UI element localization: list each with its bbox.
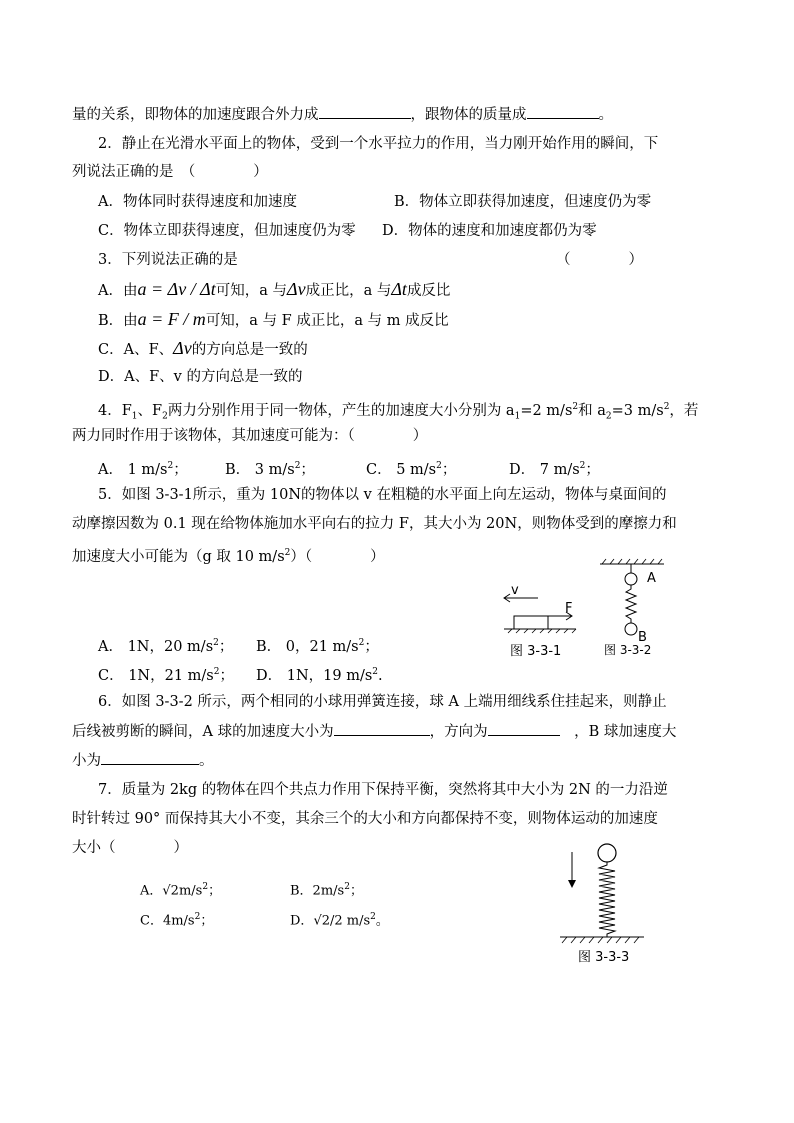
q1-blank-2[interactable] — [527, 104, 599, 119]
q4-sub4: 2 — [605, 411, 612, 422]
q2-option-d[interactable]: D．物体的速度和加速度都仍为零 — [382, 223, 597, 239]
q7-d-prefix: D． — [290, 913, 314, 929]
q3-a-post: 成反比 — [406, 283, 451, 299]
q6-l3-b: 。 — [199, 753, 214, 769]
q4-c-sup: 2 — [436, 461, 442, 471]
q1-text-2: ，跟物体的质量成 — [410, 107, 527, 123]
q3-a-prefix: A．由 — [98, 283, 138, 299]
q5-d-text: D． 1N，19 m/s — [256, 667, 373, 684]
q4-sup1: 2 — [572, 402, 579, 412]
q4-t6: =3 m/s — [611, 402, 664, 419]
q5-l3-text: 加速度大小可能为（g 取 10 m/s — [72, 548, 285, 565]
q3-c-post: 的方向总是一致的 — [191, 342, 308, 358]
q4-a-text: A． 1 m/s — [98, 461, 168, 478]
q4-t4: =2 m/s — [520, 402, 573, 419]
q1-text: 量的关系，即物体的加速度跟合外力成 — [72, 107, 319, 123]
q6-stem-line1: 6．如图 3-3-2 所示，两个相同的小球用弹簧连接，球 A 上端用细线系住挂起来，则静止 — [98, 694, 667, 710]
q4-option-a[interactable] — [98, 456, 188, 480]
q7-b-text: B．2m/s — [290, 883, 345, 899]
down-arrowhead — [568, 880, 576, 888]
q1-tail-line — [72, 104, 613, 125]
q4-a-sup: 2 — [167, 461, 174, 471]
ceiling-hatch — [602, 559, 662, 564]
q7-option-b[interactable] — [290, 877, 363, 901]
q3-c-prefix: C．A、F、 — [98, 342, 174, 358]
ground-hatch — [508, 629, 576, 633]
q1-blank-1[interactable] — [319, 104, 411, 119]
q2-option-a[interactable]: A．物体同时获得速度和加速度 — [98, 194, 297, 210]
q7-d-value: √2/2 m/s — [313, 913, 371, 929]
q5-l3-sup: 2 — [284, 548, 291, 558]
ground-hatch — [562, 937, 639, 943]
q3-option-d[interactable]: D．A、F、v 的方向总是一致的 — [98, 369, 303, 385]
q5-a-semi: ； — [218, 638, 234, 655]
q6-l2-a: 后线被剪断的瞬间，A 球的加速度大小为 — [72, 724, 334, 740]
q7-option-c[interactable] — [140, 907, 213, 931]
q7-d-end: 。 — [375, 913, 389, 929]
spring — [626, 585, 636, 623]
q4-t2: 、F — [137, 402, 163, 419]
q5-c-semi: ； — [219, 667, 234, 684]
q4-stem-line2: 两力同时作用于该物体，其加速度可能为：（ ） — [72, 428, 428, 444]
q5-stem-line1: 5．如图 3-3-1所示，重为 10N的物体以 v 在粗糙的水平面上向左运动，物体与桌面间的 — [98, 487, 667, 503]
q6-l2-c: ，B 球加速度大 — [559, 724, 677, 740]
q4-sub2: 2 — [162, 411, 168, 422]
q4-option-d[interactable] — [509, 456, 600, 480]
q3-option-b[interactable] — [98, 309, 449, 331]
q5-a-sup: 2 — [213, 638, 219, 648]
q7-a-semi: ； — [208, 883, 222, 899]
q4-sup2: 2 — [663, 402, 670, 412]
q4-sub3: 1 — [514, 411, 521, 422]
block — [514, 616, 548, 629]
q6-l3-a: 小为 — [72, 753, 101, 769]
fig331-f-label: F — [565, 601, 573, 616]
q5-stem-line2: 动摩擦因数为 0.1 现在给物体施加水平向右的拉力 F，其大小为 20N，则物体受到的摩擦力和 — [72, 516, 677, 532]
q4-stem-line1 — [98, 397, 698, 427]
q5-d-dot: . — [378, 667, 383, 684]
q3-stem: 3．下列说法正确的是 — [98, 252, 238, 268]
q4-t7: ，若 — [669, 402, 699, 419]
q6-stem-line2 — [72, 721, 676, 742]
ball-a — [625, 573, 637, 585]
q5-a-text: A． 1N，20 m/s — [98, 638, 214, 655]
ball-b — [625, 623, 637, 635]
q5-stem-line3 — [72, 543, 385, 567]
fig332-b-label: B — [638, 630, 647, 645]
q7-c-semi: ； — [200, 913, 214, 929]
q7-c-text: C．4m/s — [140, 913, 195, 929]
q7-b-sup: 2 — [344, 882, 350, 892]
q4-d-text: D． 7 m/s — [509, 461, 580, 478]
q6-stem-line3 — [72, 750, 214, 771]
q4-b-sup: 2 — [294, 461, 301, 471]
q6-blank-1[interactable] — [334, 721, 430, 736]
figure-3-3-2 — [598, 557, 668, 647]
q4-b-semi: ； — [300, 461, 315, 478]
q3-paren: （ ） — [556, 252, 643, 268]
q7-option-d[interactable] — [290, 907, 389, 931]
fig332-a-label: A — [647, 571, 656, 586]
q5-b-text: B． 0，21 m/s — [256, 638, 359, 655]
q2-stem-line1: 2．静止在光滑水平面上的物体，受到一个水平拉力的作用，当力刚开始作用的瞬间，下 — [98, 136, 659, 152]
q5-d-sup: 2 — [372, 667, 379, 677]
q4-option-b[interactable] — [225, 456, 315, 480]
q4-t5: 和 a — [578, 402, 606, 419]
q7-c-sup: 2 — [194, 912, 201, 922]
q3-option-c[interactable] — [98, 338, 308, 360]
q4-t3: 两力分别作用于同一物体，产生的加速度大小分别为 a — [167, 402, 515, 419]
q4-option-c[interactable] — [366, 456, 456, 480]
q3-c-dv: Δv — [173, 338, 192, 358]
q4-a-semi: ； — [173, 461, 188, 478]
q3-a-dv: Δv — [287, 279, 306, 299]
q5-option-d[interactable] — [256, 662, 383, 686]
q3-a-formula: a = Δv / Δt — [137, 279, 216, 299]
q4-d-sup: 2 — [579, 461, 586, 471]
q3-a-mid2: 成正比，a 与 — [305, 283, 392, 299]
q3-option-a[interactable] — [98, 279, 450, 301]
q2-option-c[interactable]: C．物体立即获得速度，但加速度仍为零 — [98, 223, 356, 239]
q3-a-mid: 可知，a 与 — [215, 283, 288, 299]
q4-t1: 4．F — [98, 402, 132, 419]
q3-b-post: 可知，a 与 F 成正比，a 与 m 成反比 — [205, 313, 449, 329]
q4-c-text: C． 5 m/s — [366, 461, 437, 478]
q4-c-semi: ； — [441, 461, 457, 478]
ball — [598, 844, 616, 862]
q5-b-sup: 2 — [358, 638, 365, 648]
q3-b-prefix: B．由 — [98, 313, 138, 329]
q4-b-text: B． 3 m/s — [225, 461, 295, 478]
q7-a-prefix: A． — [140, 883, 163, 899]
q3-b-formula: a = F / m — [137, 309, 206, 329]
q6-blank-3[interactable] — [101, 750, 199, 765]
q5-option-b[interactable] — [256, 633, 379, 657]
q4-sub1: 1 — [131, 411, 138, 422]
q3-a-dt: Δt — [391, 279, 407, 299]
spring — [599, 862, 615, 937]
q1-period: 。 — [598, 107, 613, 123]
fig331-caption: 图 3-3-1 — [510, 644, 562, 659]
q5-option-c[interactable] — [98, 662, 234, 686]
q7-stem-line2: 时针转过 90° 而保持其大小不变，其余三个的大小和方向都保持不变，则物体运动的加速度 — [72, 811, 658, 827]
q7-option-a[interactable] — [140, 877, 221, 901]
q5-l3-paren: ）（ ） — [290, 548, 385, 565]
q4-d-semi: ； — [585, 461, 600, 478]
q5-c-text: C． 1N，21 m/s — [98, 667, 214, 684]
q7-stem-line3: 大小（ ） — [72, 840, 188, 856]
fig333-caption: 图 3-3-3 — [578, 950, 630, 965]
fig331-v-label: v — [511, 583, 519, 598]
fig332-caption: 图 3-3-2 — [604, 643, 652, 657]
q7-a-value: √2m/s — [162, 883, 203, 899]
q5-c-sup: 2 — [213, 667, 220, 677]
q5-b-semi: ； — [364, 638, 379, 655]
q5-option-a[interactable] — [98, 633, 233, 657]
q7-stem-line1: 7．质量为 2kg 的物体在四个共点力作用下保持平衡，突然将其中大小为 2N 的一力沿逆 — [98, 782, 668, 798]
q6-blank-2[interactable] — [488, 721, 560, 736]
q2-stem-line2: 列说法正确的是 （ ） — [72, 164, 268, 180]
q7-a-sup: 2 — [202, 882, 209, 892]
q7-b-semi: ； — [349, 883, 363, 899]
q7-d-sup: 2 — [370, 912, 376, 922]
figure-3-3-3 — [558, 840, 648, 945]
q2-option-b[interactable]: B．物体立即获得加速度，但速度仍为零 — [394, 194, 652, 210]
q6-l2-b: ，方向为 — [429, 724, 488, 740]
